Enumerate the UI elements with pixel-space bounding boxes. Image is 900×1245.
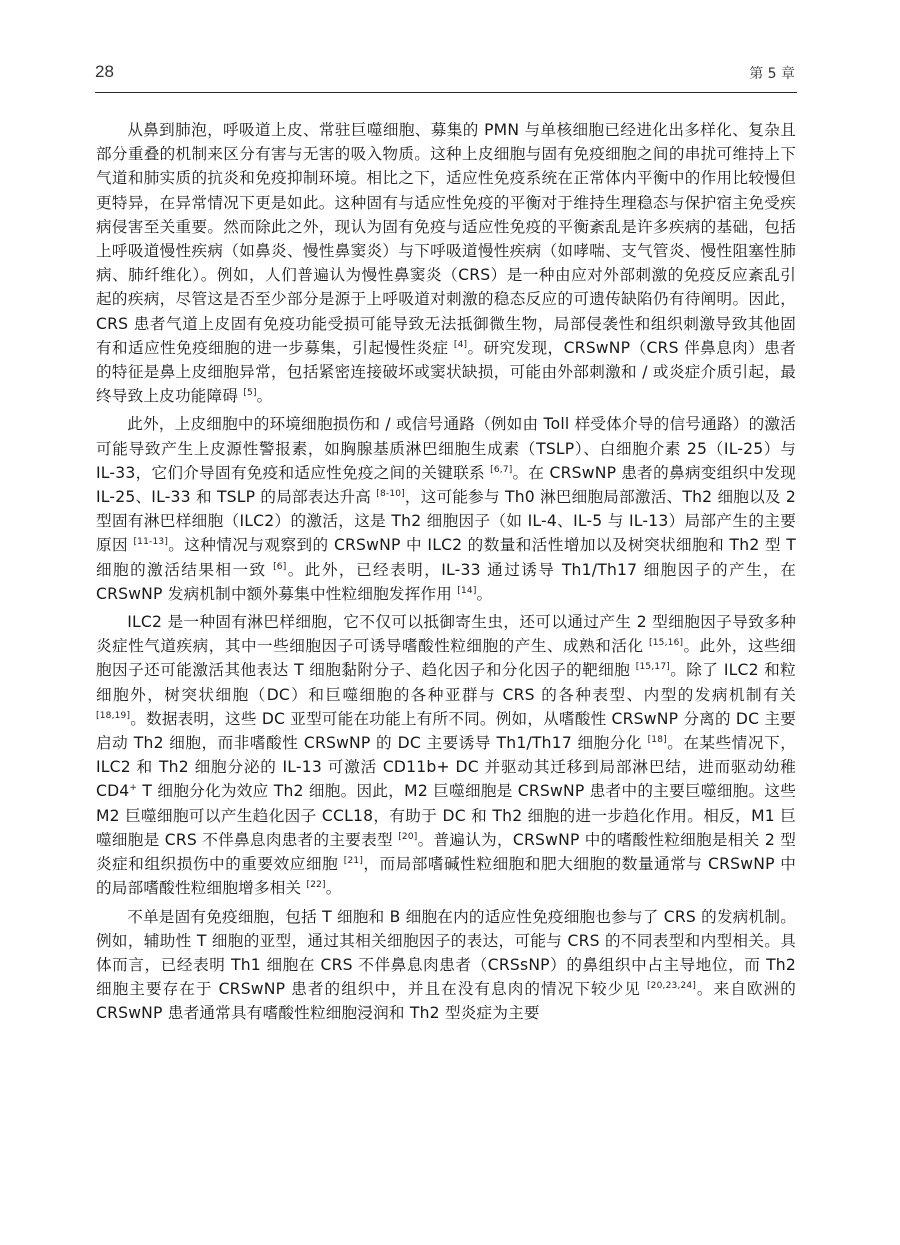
citation-ref: [14] [457, 585, 477, 596]
citation-ref: [21] [343, 855, 364, 866]
citation-ref: [22] [306, 880, 326, 891]
body-text [96, 118, 796, 1030]
page-header [95, 62, 795, 84]
text-run: 不单是固有免疫细胞，包括 T 细胞和 B 细胞在内的适应性免疫细胞也参与了 CRS 的发病机制。例如，辅助性 T 细胞的亚型，通过其相关细胞因子的表达，可能与 CRS 的不同表型和内型相关。具体而言，已经表明 Th1 细胞在 CRS 不伴鼻息肉患者（CRSsNP）的鼻组织中占主导地位，而 Th2 细胞主要存在于 CRSwNP 患者的组织中，并且在没有息肉的情况下较少见 [96, 907, 796, 999]
citation-ref: [15,16] [649, 638, 684, 649]
text-run: 。普遍认为，CRSwNP 中的嗜酸性粒细胞是相关 2 型炎症和组织损伤中的重要效应细胞 [96, 830, 796, 874]
citation-ref: [11-13] [133, 537, 169, 548]
text-run: 。研究发现，CRSwNP（CRS 伴鼻息肉）患者的特征是鼻上皮细胞异常，包括紧密连接破坏或窦状缺损，可能由外部刺激和 / 或炎症介质引起，最终导致上皮功能障碍 [96, 338, 796, 406]
citation-ref: [20,23,24] [646, 980, 697, 991]
text-run: 从鼻到肺泡，呼吸道上皮、常驻巨噬细胞、募集的 PMN 与单核细胞已经进化出多样化、复杂且部分重叠的机制来区分有害与无害的吸入物质。这种上皮细胞与固有免疫细胞之间的串扰可维持上下气道和肺实质的抗炎和免疫抑制环境。相比之下，适应性免疫系统在正常体内平衡中的作用比较慢但更特异，在异常情况下更是如此。这种固有与适应性免疫的平衡对于维持生理稳态与保护宿主免受疾病侵害至关重要。然而除此之外，现认为固有免疫与适应性免疫的平衡紊乱是许多疾病的基础，包括上呼吸道慢性疾病（如鼻炎、慢性鼻窦炎）与下呼吸道慢性疾病（如哮喘、支气管炎、慢性阻塞性肺病、肺纤维化）。例如，人们普遍认为慢性鼻窦炎（CRS）是一种由应对外部刺激的免疫反应紊乱引起的疾病，尽管这是否至少部分是源于上呼吸道对刺激的稳态反应的可遗传缺陷仍有待阐明。因此，CRS 患者气道上皮固有免疫功能受损可能导致无法抵御微生物，局部侵袭性和组织刺激导致其他固有和适应性免疫细胞的进一步募集，引起慢性炎症 [96, 121, 796, 357]
text-run: ILC2 是一种固有淋巴样细胞，它不仅可以抵御寄生虫，还可以通过产生 2 型细胞因子导致多种炎症性气道疾病，其中一些细胞因子可诱导嗜酸性粒细胞的产生、成熟和活化 [96, 613, 796, 656]
paragraph [96, 118, 796, 408]
text-run: ，而局部嗜碱性粒细胞和肥大细胞的数量通常与 CRSwNP 中的局部嗜酸性粒细胞增多相关 [96, 855, 796, 898]
text-run: ，这可能参与 Th0 淋巴细胞局部激活、Th2 细胞以及 2 型固有淋巴样细胞（ILC2）的激活，这是 Th2 细胞因子（如 IL-4、IL-5 与 IL-13）局部产生的主要原因 [96, 488, 796, 555]
text-run: 。此外，已经表明，IL-33 通过诱导 Th1/Th17 细胞因子的产生，在 CRSwNP 发病机制中额外募集中性粒细胞发挥作用 [96, 560, 796, 603]
paragraph [96, 610, 796, 900]
chapter-label: 第 5 章 [749, 66, 795, 82]
citation-ref: [6,7] [490, 464, 513, 475]
text-run: 。在 CRSwNP 患者的鼻病变组织中发现 IL-25、IL-33 和 TSLP 的局部表达升高 [96, 463, 797, 507]
text-run: 。 [325, 879, 342, 898]
citation-ref: [4] [453, 339, 468, 350]
text-run: 。在某些情况下，ILC2 和 Th2 细胞分泌的 IL-13 可激活 CD11b+ DC 并驱动其迁移到局部淋巴结，进而驱动幼稚 CD4 [96, 734, 797, 801]
text-run: 。这种情况与观察到的 CRSwNP 中 ILC2 的数量和活性增加以及树突状细胞和 Th2 型 T 细胞的激活结果相一致 [96, 536, 796, 579]
text-run: 。 [256, 387, 273, 406]
paragraph [96, 412, 796, 606]
text-run: 。来自欧洲的 CRSwNP 患者通常具有嗜酸性粒细胞浸润和 Th2 型炎症为主要 [96, 980, 796, 1023]
text-run: 。数据表明，这些 DC 亚型可能在功能上有所不同。例如，从嗜酸性 CRSwNP 分离的 DC 主要启动 Th2 细胞，而非嗜酸性 CRSwNP 的 DC 主要诱导 Th1/Th17 细胞分化 [96, 709, 796, 753]
citation-ref: [18,19] [96, 710, 131, 721]
text-run: T 细胞分化为效应 Th2 细胞。因此，M2 巨噬细胞是 CRSwNP 患者中的主要巨噬细胞。这些 M2 巨噬细胞可以产生趋化因子 CCL18，有助于 DC 和 Th2 细胞的进一步趋化作用。相反，M1 巨噬细胞是 CRS 不伴鼻息肉患者的主要表型 [96, 782, 796, 849]
citation-ref: [15,17] [635, 662, 670, 673]
text-run: 。 [476, 584, 493, 603]
citation-ref: + [129, 783, 138, 794]
citation-ref: [5] [243, 388, 257, 399]
text-run: 。此外，这些细胞因子还可能激活其他表达 T 细胞黏附分子、趋化因子和分化因子的靶细胞 [96, 637, 796, 680]
citation-ref: [20] [398, 831, 418, 842]
page-number: 28 [95, 62, 114, 81]
header-divider [95, 92, 797, 93]
citation-ref: [8-10] [376, 488, 405, 499]
citation-ref: [6] [273, 561, 287, 572]
citation-ref: [18] [647, 734, 667, 745]
paragraph [96, 905, 796, 1026]
text-run: 。除了 ILC2 和粒细胞外，树突状细胞（DC）和巨噬细胞的各种亚群与 CRS 的各种表型、内型的发病机制有关 [96, 661, 796, 704]
text-run: 此外，上皮细胞中的环境细胞损伤和 / 或信号通路（例如由 Toll 样受体介导的信号通路）的激活可能导致产生上皮源性警报素，如胸腺基质淋巴细胞生成素（TSLP）、白细胞介素 25（IL-25）与 IL-33，它们介导固有免疫和适应性免疫之间的关键联系 [96, 415, 796, 482]
